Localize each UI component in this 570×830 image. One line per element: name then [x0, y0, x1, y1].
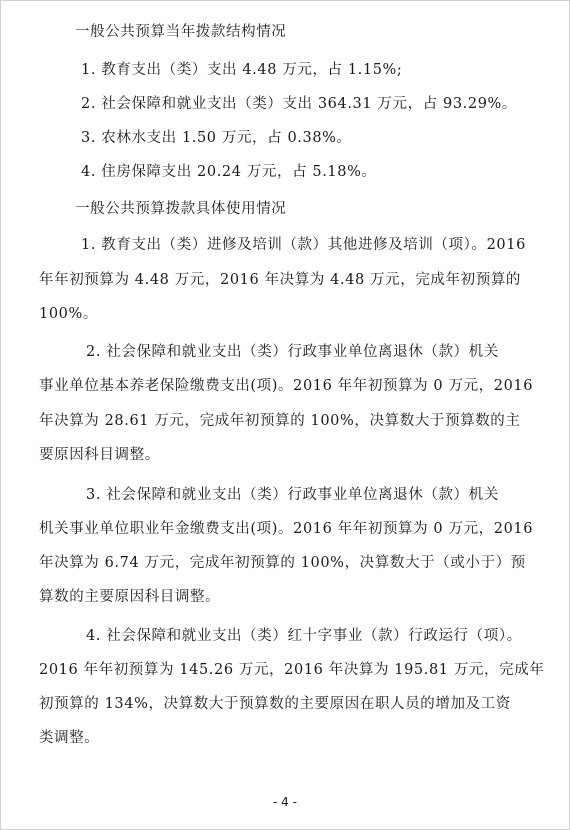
- structure-item-4: 4. 住房保障支出 20.24 万元，占 5.18%。: [81, 164, 377, 180]
- usage-paragraph-2-line-4: 要原因科目调整。: [39, 447, 160, 463]
- usage-paragraph-4-line-3: 初预算的 134%，决算数大于预算数的主要原因在职人员的增加及工资: [39, 696, 511, 712]
- usage-paragraph-2-line-2: 事业单位基本养老保险缴费支出(项)。2016 年年初预算为 0 万元，2016: [39, 378, 534, 394]
- usage-paragraph-3-line-3: 年决算为 6.74 万元，完成年初预算的 100%，决算数大于（或小于）预: [39, 555, 526, 571]
- usage-paragraph-4-line-1: 4. 社会保障和就业支出（类）红十字事业（款）行政运行（项）。: [86, 628, 522, 644]
- structure-item-3: 3. 农林水支出 1.50 万元，占 0.38%。: [81, 130, 352, 146]
- usage-paragraph-2-line-3: 年决算为 28.61 万元，完成年初预算的 100%，决算数大于预算数的主: [39, 413, 521, 429]
- usage-paragraph-3-line-2: 机关事业单位职业年金缴费支出(项)。2016 年年初预算为 0 万元，2016: [39, 521, 534, 537]
- usage-paragraph-3-line-1: 3. 社会保障和就业支出（类）行政事业单位离退休（款）机关: [86, 487, 499, 503]
- structure-heading: 一般公共预算当年拨款结构情况: [75, 24, 287, 40]
- page-number: - 4 -: [273, 795, 297, 809]
- structure-item-1: 1. 教育支出（类）支出 4.48 万元，占 1.15%;: [81, 62, 403, 78]
- usage-paragraph-1-line-3: 100%。: [39, 306, 98, 322]
- usage-paragraph-3-line-4: 算数的主要原因科目调整。: [39, 589, 221, 605]
- usage-heading: 一般公共预算拨款具体使用情况: [75, 201, 287, 217]
- usage-paragraph-1-line-1: 1. 教育支出（类）进修及培训（款）其他进修及培训（项）。2016: [81, 237, 526, 253]
- usage-paragraph-4-line-2: 2016 年年初预算为 145.26 万元，2016 年决算为 195.81 万元，完成年: [39, 662, 545, 678]
- structure-item-2: 2. 社会保障和就业支出（类）支出 364.31 万元，占 93.29%。: [81, 96, 517, 112]
- usage-paragraph-2-line-1: 2. 社会保障和就业支出（类）行政事业单位离退休（款）机关: [86, 344, 499, 360]
- usage-paragraph-1-line-2: 年年初预算为 4.48 万元，2016 年决算为 4.48 万元，完成年初预算的: [39, 272, 522, 288]
- usage-paragraph-4-line-4: 类调整。: [39, 730, 100, 746]
